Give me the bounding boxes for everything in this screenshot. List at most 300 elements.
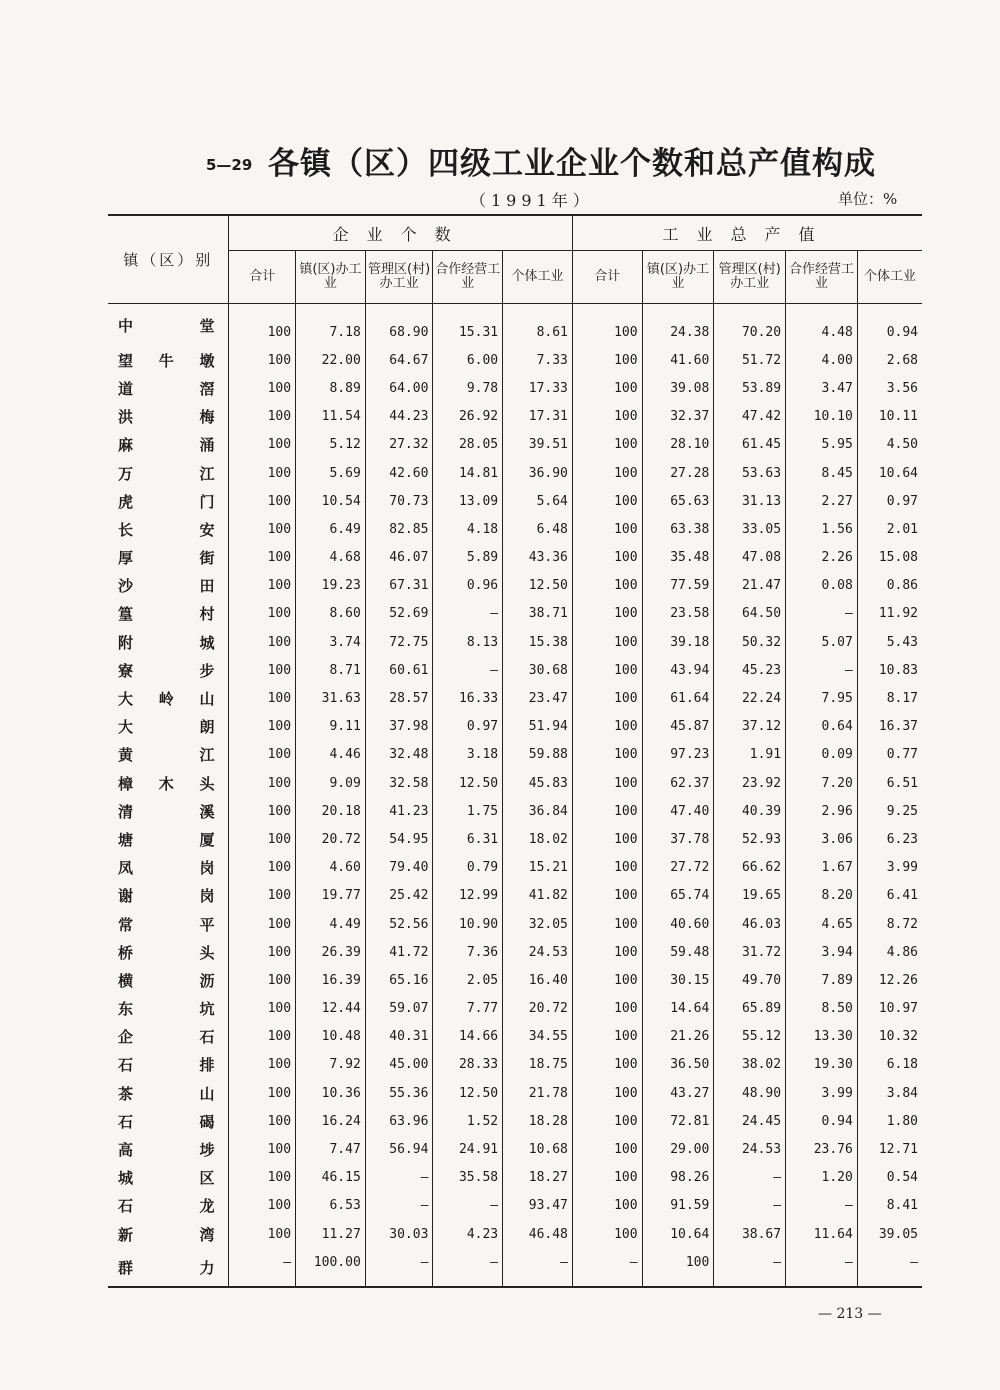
table-cell: 4.60 (296, 854, 366, 882)
row-region-name: 道滘 (118, 379, 215, 398)
table-cell: 7.92 (296, 1051, 366, 1079)
table-cell: 32.05 (503, 910, 573, 938)
table-cell: 100 (572, 600, 642, 628)
table-cell: 6.18 (857, 1051, 922, 1079)
row-region-name: 附城 (118, 633, 215, 652)
table-cell: 14.81 (433, 459, 503, 487)
table-row (108, 459, 922, 487)
table-cell: 100 (229, 910, 296, 938)
row-region-name: 凤岗 (118, 859, 215, 878)
table-row (108, 1135, 922, 1163)
table-cell: 44.23 (365, 403, 433, 431)
region-column-header: 镇（区）别 (108, 215, 229, 304)
table-cell: 100 (572, 713, 642, 741)
table-cell: 8.41 (857, 1192, 922, 1220)
row-region-name: 樟木头 (118, 774, 215, 793)
table-cell: 17.31 (503, 403, 573, 431)
table-cell: 46.07 (365, 544, 433, 572)
table-row (108, 346, 922, 374)
table-cell: 10.68 (503, 1135, 573, 1163)
table-cell: 18.02 (503, 825, 573, 853)
table-cell: 100 (572, 938, 642, 966)
table-cell: 39.05 (857, 1220, 922, 1248)
table-row (108, 713, 922, 741)
table-cell: 39.18 (642, 628, 714, 656)
table-cell: 72.75 (365, 628, 433, 656)
table-cell: 39.51 (503, 431, 573, 459)
table-cell: 70.20 (714, 304, 786, 347)
row-region-name: 望牛墩 (118, 351, 215, 370)
table-cell: 43.94 (642, 656, 714, 684)
table-cell: 11.92 (857, 600, 922, 628)
table-row (108, 1107, 922, 1135)
table-cell: 21.26 (642, 1023, 714, 1051)
title-block (0, 138, 1000, 182)
table-cell: 8.50 (786, 995, 858, 1023)
table-cell: 16.24 (296, 1107, 366, 1135)
group-header-gross-output: 工业总产值 (572, 215, 922, 251)
table-cell: 59.88 (503, 741, 573, 769)
table-row (108, 684, 922, 712)
table-cell: 9.09 (296, 769, 366, 797)
table-cell: — (714, 1192, 786, 1220)
table-cell: 100 (229, 304, 296, 347)
table-cell: 5.69 (296, 459, 366, 487)
table-cell: — (572, 1248, 642, 1287)
table-cell: 5.12 (296, 431, 366, 459)
table-cell: 45.23 (714, 656, 786, 684)
table-cell: 100 (572, 1164, 642, 1192)
column-header: 管理区(村)办工业 (714, 251, 786, 304)
table-cell: 6.53 (296, 1192, 366, 1220)
row-region-name: 横沥 (118, 971, 215, 990)
table-body (108, 304, 922, 1288)
row-region-name: 厚街 (118, 549, 215, 568)
table-cell: 64.67 (365, 346, 433, 374)
table-cell: 32.48 (365, 741, 433, 769)
table-cell: 12.26 (857, 966, 922, 994)
table-cell: 6.00 (433, 346, 503, 374)
table-cell: 14.66 (433, 1023, 503, 1051)
table-cell: — (786, 1248, 858, 1287)
row-region-name: 石排 (118, 1056, 215, 1075)
table-cell: 100 (642, 1248, 714, 1287)
table-cell: 100 (572, 854, 642, 882)
table-cell: 10.54 (296, 487, 366, 515)
table-cell: 65.16 (365, 966, 433, 994)
table-cell: 100 (229, 1107, 296, 1135)
table-cell: 10.64 (857, 459, 922, 487)
table-cell: 100 (572, 797, 642, 825)
column-header: 合计 (572, 251, 642, 304)
table-cell: 37.78 (642, 825, 714, 853)
row-region-name: 高埗 (118, 1141, 215, 1160)
table-cell: 50.32 (714, 628, 786, 656)
table-cell: 52.93 (714, 825, 786, 853)
table-cell: 4.86 (857, 938, 922, 966)
table-cell: 43.27 (642, 1079, 714, 1107)
table-cell: 100 (229, 544, 296, 572)
table-row (108, 854, 922, 882)
table-cell: 56.94 (365, 1135, 433, 1163)
table-cell: 100 (229, 797, 296, 825)
page-title: 各镇（区）四级工业企业个数和总产值构成 (268, 146, 876, 182)
table-cell: 100 (572, 1023, 642, 1051)
table-cell: 32.58 (365, 769, 433, 797)
table-cell: 82.85 (365, 515, 433, 543)
table-cell: 20.18 (296, 797, 366, 825)
table-cell: 55.36 (365, 1079, 433, 1107)
row-region-name: 寮步 (118, 661, 215, 680)
table-cell: 100 (572, 1135, 642, 1163)
table-cell: 100 (572, 459, 642, 487)
table-cell: 100 (572, 1192, 642, 1220)
table-cell: 100 (229, 572, 296, 600)
table-cell: 26.92 (433, 403, 503, 431)
table-cell: 21.78 (503, 1079, 573, 1107)
table-cell: 2.26 (786, 544, 858, 572)
table-row (108, 487, 922, 515)
table-cell: 6.51 (857, 769, 922, 797)
table-row (108, 966, 922, 994)
table-cell: 23.76 (786, 1135, 858, 1163)
table-cell: 8.60 (296, 600, 366, 628)
table-row (108, 1248, 922, 1287)
table-cell: — (786, 656, 858, 684)
table-cell: 35.48 (642, 544, 714, 572)
table-cell: 0.79 (433, 854, 503, 882)
table-cell: 38.02 (714, 1051, 786, 1079)
table-cell: 31.13 (714, 487, 786, 515)
table-cell: 30.03 (365, 1220, 433, 1248)
table-cell: 10.64 (642, 1220, 714, 1248)
table-cell: 59.07 (365, 995, 433, 1023)
table-cell: 2.96 (786, 797, 858, 825)
table-cell: 8.72 (857, 910, 922, 938)
row-region-name: 长安 (118, 520, 215, 539)
table-cell: 40.31 (365, 1023, 433, 1051)
table-row (108, 628, 922, 656)
group-header-enterprise-count: 企业个数 (229, 215, 572, 251)
table-cell: 100 (572, 374, 642, 402)
table-cell: 53.89 (714, 374, 786, 402)
table-cell: 2.68 (857, 346, 922, 374)
table-cell: 100 (572, 741, 642, 769)
table-cell: 0.64 (786, 713, 858, 741)
table-cell: 62.37 (642, 769, 714, 797)
table-cell: 33.05 (714, 515, 786, 543)
table-cell: 27.72 (642, 854, 714, 882)
table-cell: 100 (572, 572, 642, 600)
table-number: 5—29 (206, 156, 253, 174)
table-cell: 20.72 (296, 825, 366, 853)
table-cell: 100 (572, 346, 642, 374)
table-cell: 20.72 (503, 995, 573, 1023)
table-cell: 51.72 (714, 346, 786, 374)
table-cell: 100 (572, 1107, 642, 1135)
table-cell: 46.48 (503, 1220, 573, 1248)
table-cell: 65.63 (642, 487, 714, 515)
table-cell: 21.47 (714, 572, 786, 600)
table-cell: 1.80 (857, 1107, 922, 1135)
table-cell: 18.27 (503, 1164, 573, 1192)
table-cell: 64.00 (365, 374, 433, 402)
row-region-name: 谢岗 (118, 887, 215, 906)
table-cell: 38.67 (714, 1220, 786, 1248)
table-cell: 100 (229, 1023, 296, 1051)
table-cell: 7.18 (296, 304, 366, 347)
row-region-name: 茶山 (118, 1084, 215, 1103)
table-row (108, 741, 922, 769)
table-row (108, 1051, 922, 1079)
table-cell: 28.33 (433, 1051, 503, 1079)
table-cell: 100 (229, 403, 296, 431)
table-row (108, 910, 922, 938)
table-cell: 10.90 (433, 910, 503, 938)
table-cell: 52.69 (365, 600, 433, 628)
table-cell: 12.50 (433, 1079, 503, 1107)
table-cell: 41.60 (642, 346, 714, 374)
table-cell: 4.49 (296, 910, 366, 938)
row-region-name: 石龙 (118, 1197, 215, 1216)
table-cell: 7.89 (786, 966, 858, 994)
table-cell: 2.01 (857, 515, 922, 543)
table-cell: 37.98 (365, 713, 433, 741)
column-header: 镇(区)办工业 (642, 251, 714, 304)
table-cell: 100 (572, 1220, 642, 1248)
table-cell: 42.60 (365, 459, 433, 487)
table-cell: 100 (229, 600, 296, 628)
table-cell: 100 (572, 403, 642, 431)
table-cell: 100 (572, 1079, 642, 1107)
row-region-name: 黄江 (118, 746, 215, 765)
table-cell: 100 (229, 995, 296, 1023)
table-cell: 28.10 (642, 431, 714, 459)
table-cell: 0.54 (857, 1164, 922, 1192)
table-cell: 27.28 (642, 459, 714, 487)
table-cell: 100 (572, 1051, 642, 1079)
table-cell: 100 (229, 459, 296, 487)
table-cell: 36.90 (503, 459, 573, 487)
table-cell: 39.08 (642, 374, 714, 402)
table-cell: 6.49 (296, 515, 366, 543)
table-cell: 77.59 (642, 572, 714, 600)
table-cell: 10.11 (857, 403, 922, 431)
table-cell: 100 (229, 1164, 296, 1192)
table-cell: 0.94 (786, 1107, 858, 1135)
table-cell: 60.61 (365, 656, 433, 684)
table-cell: 3.74 (296, 628, 366, 656)
table-cell: 30.68 (503, 656, 573, 684)
table-cell: 13.30 (786, 1023, 858, 1051)
row-region-name: 企石 (118, 1028, 215, 1047)
row-region-name: 洪梅 (118, 408, 215, 427)
table-cell: 3.06 (786, 825, 858, 853)
table-cell: 65.89 (714, 995, 786, 1023)
table-row (108, 938, 922, 966)
table-cell: 38.71 (503, 600, 573, 628)
row-region-name: 中堂 (118, 316, 215, 335)
row-region-name: 清溪 (118, 802, 215, 821)
table-cell: 23.58 (642, 600, 714, 628)
table-cell: 11.64 (786, 1220, 858, 1248)
table-cell: 41.23 (365, 797, 433, 825)
table-cell: 100 (229, 1051, 296, 1079)
table-cell: 7.95 (786, 684, 858, 712)
table-cell: 100 (229, 1135, 296, 1163)
table-cell: 0.08 (786, 572, 858, 600)
table-cell: 100 (572, 544, 642, 572)
table-cell: 2.27 (786, 487, 858, 515)
table-cell: 100 (229, 713, 296, 741)
column-header: 合作经营工业 (433, 251, 503, 304)
table-cell: 8.17 (857, 684, 922, 712)
row-region-name: 石碣 (118, 1112, 215, 1131)
table-cell: 12.99 (433, 882, 503, 910)
table-row (108, 403, 922, 431)
table-row (108, 544, 922, 572)
table-cell: 70.73 (365, 487, 433, 515)
table-cell: 100 (572, 684, 642, 712)
table-cell: 100 (572, 910, 642, 938)
table-cell: 4.18 (433, 515, 503, 543)
table-cell: 1.91 (714, 741, 786, 769)
table-cell: 0.96 (433, 572, 503, 600)
table-cell: 7.36 (433, 938, 503, 966)
table-cell: 0.86 (857, 572, 922, 600)
table-cell: 30.15 (642, 966, 714, 994)
row-region-name: 虎门 (118, 492, 215, 511)
table-cell: 4.48 (786, 304, 858, 347)
row-region-name: 桥头 (118, 943, 215, 962)
table-cell: 25.42 (365, 882, 433, 910)
table-cell: 0.97 (433, 713, 503, 741)
table-cell: 100 (572, 515, 642, 543)
column-header: 合作经营工业 (786, 251, 858, 304)
row-region-name: 大岭山 (118, 690, 215, 709)
table-row (108, 1164, 922, 1192)
table-cell: 100 (229, 656, 296, 684)
table-cell: 7.20 (786, 769, 858, 797)
table-cell: 36.50 (642, 1051, 714, 1079)
table-cell: 45.83 (503, 769, 573, 797)
table-cell: 47.42 (714, 403, 786, 431)
table-cell: 32.37 (642, 403, 714, 431)
table-cell: 46.15 (296, 1164, 366, 1192)
table-cell: 48.90 (714, 1079, 786, 1107)
table-cell: 47.40 (642, 797, 714, 825)
table-cell: 19.30 (786, 1051, 858, 1079)
table-cell: 53.63 (714, 459, 786, 487)
table-cell: 51.94 (503, 713, 573, 741)
table-cell: 100 (229, 684, 296, 712)
row-region-name: 万江 (118, 464, 215, 483)
table-cell: 1.75 (433, 797, 503, 825)
table-cell: 23.47 (503, 684, 573, 712)
table-cell: 37.12 (714, 713, 786, 741)
table-cell: 8.13 (433, 628, 503, 656)
table-row (108, 1192, 922, 1220)
table-cell: 61.45 (714, 431, 786, 459)
table-cell: 8.45 (786, 459, 858, 487)
table-cell: 16.40 (503, 966, 573, 994)
table-cell: 54.95 (365, 825, 433, 853)
table-cell: 12.71 (857, 1135, 922, 1163)
table-cell: 3.47 (786, 374, 858, 402)
table-cell: 10.97 (857, 995, 922, 1023)
table-row (108, 431, 922, 459)
table-cell: 5.43 (857, 628, 922, 656)
table-cell: — (433, 600, 503, 628)
table-cell: 7.47 (296, 1135, 366, 1163)
table-cell: 55.12 (714, 1023, 786, 1051)
unit-label: 单位：% (838, 190, 898, 208)
table-cell: 15.31 (433, 304, 503, 347)
table-cell: 0.77 (857, 741, 922, 769)
table-cell: 97.23 (642, 741, 714, 769)
table-cell: 3.99 (857, 854, 922, 882)
table-cell: 1.56 (786, 515, 858, 543)
table-cell: 12.44 (296, 995, 366, 1023)
table-cell: 100 (229, 1079, 296, 1107)
table-cell: 16.37 (857, 713, 922, 741)
row-region-name: 城区 (118, 1169, 215, 1188)
table-cell: 100 (229, 1192, 296, 1220)
table-cell: 10.32 (857, 1023, 922, 1051)
table-cell: — (229, 1248, 296, 1287)
row-region-name: 塘厦 (118, 830, 215, 849)
table-cell: 100 (229, 966, 296, 994)
table-cell: 3.84 (857, 1079, 922, 1107)
table-cell: 61.64 (642, 684, 714, 712)
table-cell: 66.62 (714, 854, 786, 882)
table-cell: 4.65 (786, 910, 858, 938)
table-cell: 52.56 (365, 910, 433, 938)
table-cell: 100 (229, 346, 296, 374)
table-row (108, 600, 922, 628)
table-cell: 8.20 (786, 882, 858, 910)
table-cell: 93.47 (503, 1192, 573, 1220)
table-cell: 16.33 (433, 684, 503, 712)
table-cell: 4.50 (857, 431, 922, 459)
table-cell: 31.72 (714, 938, 786, 966)
table-cell: 100 (572, 966, 642, 994)
table-cell: 4.68 (296, 544, 366, 572)
table-cell: 100 (572, 769, 642, 797)
table-cell: — (365, 1192, 433, 1220)
table-cell: 9.78 (433, 374, 503, 402)
table-row (108, 572, 922, 600)
table-cell: 49.70 (714, 966, 786, 994)
table-cell: — (714, 1248, 786, 1287)
table-cell: 19.65 (714, 882, 786, 910)
table-cell: 46.03 (714, 910, 786, 938)
table-cell: 6.31 (433, 825, 503, 853)
table-cell: 65.74 (642, 882, 714, 910)
table-cell: 100 (229, 515, 296, 543)
table-cell: — (433, 1248, 503, 1287)
table-cell: 15.38 (503, 628, 573, 656)
table-cell: — (857, 1248, 922, 1287)
table-cell: 100 (229, 628, 296, 656)
table-cell: 98.26 (642, 1164, 714, 1192)
table-cell: 26.39 (296, 938, 366, 966)
table-cell: 16.39 (296, 966, 366, 994)
table-cell: 24.45 (714, 1107, 786, 1135)
table-cell: 100 (229, 487, 296, 515)
table-cell: 5.07 (786, 628, 858, 656)
table-cell: 64.50 (714, 600, 786, 628)
